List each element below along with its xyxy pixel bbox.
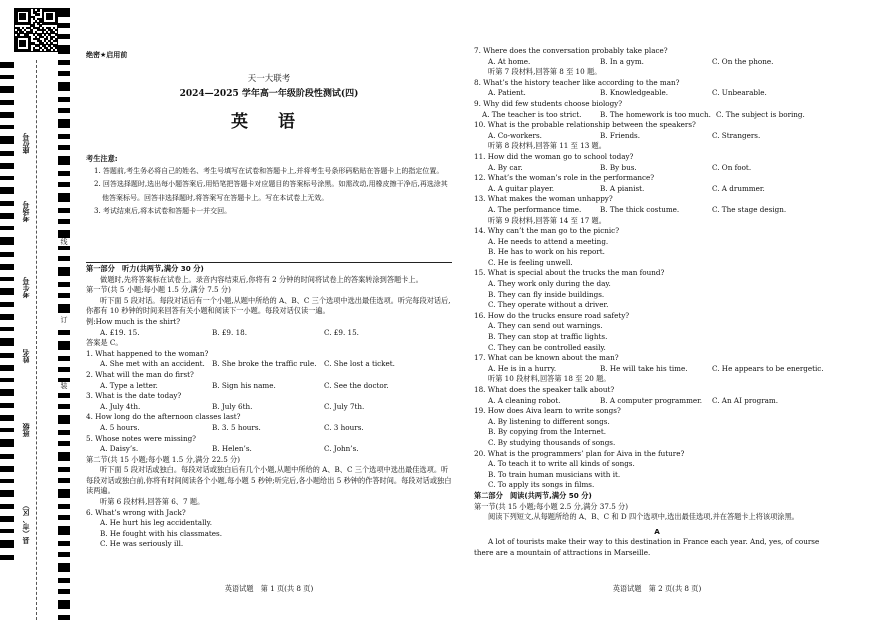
option-c: C. He appears to be energetic. xyxy=(712,363,824,373)
option-b: B. Friends. xyxy=(600,130,641,140)
timing-bar xyxy=(0,163,14,169)
timing-bar xyxy=(58,82,70,91)
question-1 xyxy=(86,349,452,370)
timing-bar xyxy=(58,600,70,609)
timing-bar xyxy=(0,540,14,548)
option-b: B. Sign his name. xyxy=(212,380,276,390)
timing-bar xyxy=(58,478,70,483)
option-b: B. By bus. xyxy=(600,162,637,172)
timing-bar xyxy=(0,75,14,79)
question-text: 15. What is special about the trucks the man found? xyxy=(474,268,665,278)
timing-bar xyxy=(0,187,14,194)
qr-module xyxy=(55,40,58,43)
timing-bar xyxy=(58,304,70,313)
option-c: C. On foot. xyxy=(712,162,752,172)
timing-bar xyxy=(58,541,70,546)
qr-module xyxy=(28,49,31,52)
timing-bar xyxy=(58,171,70,176)
question-text: 10. What is the probable relationship between the speakers? xyxy=(474,120,696,130)
question-options xyxy=(86,423,452,434)
question-14 xyxy=(474,226,840,268)
qr-module xyxy=(53,49,56,52)
option-b: B. Helen’s. xyxy=(212,444,252,454)
listening-section-continued xyxy=(474,46,840,559)
exam-org-title: 天一大联考 xyxy=(247,74,291,84)
option-a: A. A cleaning robot. xyxy=(488,395,561,405)
page-1 xyxy=(86,0,452,630)
timing-bar xyxy=(58,504,70,509)
qr-module xyxy=(48,49,51,52)
timing-bar xyxy=(58,134,70,139)
cut-mark-install: 装 xyxy=(58,382,70,390)
question-text: 8. What’s the history teacher like according to the man? xyxy=(474,77,680,87)
timing-bar xyxy=(0,403,14,408)
timing-bar xyxy=(58,156,70,165)
right-timing-bars xyxy=(58,0,70,630)
question-8 xyxy=(474,78,840,99)
sec1-heading: 第一节(共 5 小题;每小题 1.5 分,满分 7.5 分) xyxy=(86,285,231,295)
question-options xyxy=(474,184,840,195)
question-3 xyxy=(86,391,452,412)
question-5 xyxy=(86,434,452,455)
option-b: B. They can stop at traffic lights. xyxy=(488,332,608,342)
question-text: 1. What happened to the woman? xyxy=(86,348,209,358)
timing-bar xyxy=(58,526,70,535)
material-note: 听第 7 段材料,回答第 8 至 10 题。 xyxy=(488,67,602,77)
option-c: C. The subject is boring. xyxy=(716,109,805,119)
timing-bar xyxy=(0,327,14,331)
option-b: B. He will take his time. xyxy=(600,363,688,373)
cut-mark-line: 线 xyxy=(58,238,70,246)
timing-bar xyxy=(58,60,70,65)
timing-bar xyxy=(58,515,70,520)
sec2-intro: 听下面 5 段对话或独白。每段对话或独白后有几个小题,从题中所给的 A、B、C 三个选项中选出最佳选项。听每段对话或独白前,你将有时间阅读各个小题,每小题 5 秒钟;听完后,各小题给出 5 秒钟的作答时间。每段对话或独白读两遍。 xyxy=(86,465,452,496)
option-a: A. By car. xyxy=(488,162,523,172)
option-c: C. £9. 15. xyxy=(324,327,359,337)
question-text: 20. What is the programmers’ plan for Aiva in the future? xyxy=(474,448,685,458)
timing-bar xyxy=(58,330,70,335)
option-b: B. They can fly inside buildings. xyxy=(488,289,605,299)
question-text: 19. How does Aiva learn to write songs? xyxy=(474,406,621,416)
timing-bar xyxy=(58,293,70,298)
timing-bar xyxy=(0,365,14,371)
note-item: 1. 答题前,考生务必将自己的姓名、考生号填写在试卷和答题卡上,并将考生号条形码粘贴在答题卡上的指定位置。 xyxy=(94,166,444,175)
timing-bar xyxy=(58,356,70,361)
option-c: C. July 7th. xyxy=(324,401,365,411)
option-c: C. John’s. xyxy=(324,444,359,454)
option-c: C. An AI program. xyxy=(712,395,779,405)
timing-bar xyxy=(58,441,70,446)
option-b: B. A computer programmer. xyxy=(600,395,703,405)
timing-bar xyxy=(58,208,70,213)
timing-bar xyxy=(0,439,14,447)
question-text: 6. What’s wrong with Jack? xyxy=(86,507,186,517)
material-note: 听第 6 段材料,回答第 6、7 题。 xyxy=(100,497,205,507)
qr-module xyxy=(42,49,45,52)
question-options xyxy=(474,396,840,407)
timing-bar xyxy=(0,302,14,307)
question-9 xyxy=(474,99,840,120)
option-a: A. To teach it to write all kinds of songs. xyxy=(488,459,635,469)
material-note: 听第 10 段材料,回答第 18 至 20 题。 xyxy=(488,374,611,384)
subject-title: 英 语 xyxy=(231,112,307,132)
sec1-intro: 听下面 5 段对话。每段对话后有一个小题,从题中所给的 A、B、C 三个选项中选出最佳选项。听完每段对话后,你都有 10 秒钟的时间来回答有关小题和阅读下一小题。每段对话仅读一遍。 xyxy=(86,295,451,316)
option-a: A. Daisy’s. xyxy=(100,444,139,454)
option-c: C. On the phone. xyxy=(712,56,774,66)
option-c: C. To apply its songs in films. xyxy=(488,480,595,490)
option-c: C. The stage design. xyxy=(712,204,787,214)
timing-bar xyxy=(0,100,14,105)
option-b: B. He has to work on his report. xyxy=(488,247,605,257)
county-label: 县（市、区） xyxy=(22,502,30,544)
question-options xyxy=(474,131,840,142)
timing-bar xyxy=(0,226,14,230)
option-a: A. They can send out warnings. xyxy=(488,321,603,331)
qr-module xyxy=(37,49,40,52)
cut-mark-bind: 订 xyxy=(58,316,70,324)
option-b: B. Knowledgeable. xyxy=(600,88,669,98)
option-a: A. He needs to attend a meeting. xyxy=(488,236,609,246)
exam-room-label: 考场号 xyxy=(22,201,30,223)
qr-module xyxy=(24,44,27,47)
timing-bar xyxy=(58,97,70,102)
timing-bar xyxy=(58,71,70,76)
question-options xyxy=(86,402,452,413)
part2-sec1-heading: 第一节(共 15 小题;每小题 2.5 分,满分 37.5 分) xyxy=(474,501,629,511)
timing-bar xyxy=(0,151,14,156)
timing-bar xyxy=(0,213,14,219)
timing-bar xyxy=(58,452,70,461)
timing-bar xyxy=(58,489,70,498)
question-text: 17. What can be known about the man? xyxy=(474,353,619,363)
question-text: 9. Why did few students choose biology? xyxy=(474,98,623,108)
question-6 xyxy=(86,508,452,550)
qr-code xyxy=(14,8,58,52)
timing-bar xyxy=(58,182,70,187)
timing-bar xyxy=(0,454,14,459)
option-a: A. They work only during the day. xyxy=(488,279,611,289)
page-2 xyxy=(474,0,840,630)
candidate-number-label: 考生号 xyxy=(22,277,30,299)
option-a: A. A guitar player. xyxy=(488,183,555,193)
timing-bar xyxy=(0,555,14,560)
option-a: A. The teacher is too strict. xyxy=(482,109,582,119)
note-item: 3. 考试结束后,将本试卷和答题卡一并交回。 xyxy=(94,207,232,216)
question-16 xyxy=(474,311,840,353)
question-4 xyxy=(86,412,452,433)
part1-heading: 第一部分 听力(共两节,满分 30 分) xyxy=(86,264,204,273)
page-footer: 英语试题 第 1 页(共 8 页) xyxy=(224,584,314,593)
option-b: B. The thick costume. xyxy=(600,204,680,214)
timing-bar xyxy=(0,529,14,533)
option-b: B. In a gym. xyxy=(600,56,644,66)
timing-bar xyxy=(0,86,14,93)
timing-bar xyxy=(58,393,70,398)
question-2 xyxy=(86,370,452,391)
option-a: A. Co-workers. xyxy=(488,130,542,140)
timing-bar xyxy=(58,193,70,202)
timing-bar xyxy=(0,237,14,245)
option-a: A. The performance time. xyxy=(488,204,582,214)
timing-bar xyxy=(0,288,14,295)
question-7 xyxy=(474,46,840,67)
option-b: B. By copying from the Internet. xyxy=(488,427,606,437)
option-a: A. Patient. xyxy=(488,88,526,98)
option-a: A. £19. 15. xyxy=(100,327,140,337)
timing-bar xyxy=(58,119,70,128)
note-item: 2. 回答选择题时,选出每小题答案后,用铅笔把答题卡对应题目的答案标号涂黑。如需改动,用橡皮擦干净后,再选涂其他答案标号。回答非选择题时,将答案写在答题卡上。写在本试卷上无效。 xyxy=(94,180,448,202)
timing-bar xyxy=(58,108,70,113)
option-a: A. He is in a hurry. xyxy=(488,363,557,373)
option-b: B. 3. 5 hours. xyxy=(212,422,261,432)
binding-strip xyxy=(0,0,72,630)
timing-bar xyxy=(58,415,70,424)
question-options xyxy=(86,359,452,370)
question-text: 4. How long do the afternoon classes last? xyxy=(86,412,241,422)
question-10 xyxy=(474,120,840,141)
question-13 xyxy=(474,194,840,215)
timing-bar xyxy=(0,353,14,358)
timing-bar xyxy=(58,34,70,39)
timing-bar xyxy=(58,282,70,287)
question-18 xyxy=(474,385,840,406)
passage-label: A xyxy=(654,526,660,536)
question-text: 7. Where does the conversation probably take place? xyxy=(474,46,668,55)
part2-intro: 阅读下列短文,从每题所给的 A、B、C 和 D 四个选项中,选出最佳选项,并在答题卡上将该项涂黑。 xyxy=(488,512,799,522)
exam-title: 2024—2025 学年高一年级阶段性测试(四) xyxy=(179,89,359,99)
option-a: A. At home. xyxy=(488,56,531,66)
option-c: C. They operate without a driver. xyxy=(488,300,609,310)
timing-bar xyxy=(0,125,14,129)
page-footer: 英语试题 第 2 页(共 8 页) xyxy=(612,584,702,593)
option-c: C. Strangers. xyxy=(712,130,761,140)
timing-bar xyxy=(0,415,14,421)
timing-bar xyxy=(0,389,14,396)
name-label: 姓名 xyxy=(22,349,30,363)
timing-bar xyxy=(58,145,70,150)
qr-module xyxy=(50,18,53,21)
timing-bar xyxy=(0,62,14,68)
option-c: C. 3 hours. xyxy=(324,422,364,432)
timing-bar xyxy=(58,23,70,28)
qr-module xyxy=(37,9,40,12)
timing-bar xyxy=(0,201,14,206)
part1-intro: 做题时,先将答案标在试卷上。录音内容结束后,你将有 2 分钟的时间将试卷上的答案转涂到答题卡上。 xyxy=(100,274,423,284)
timing-bar xyxy=(0,136,14,144)
question-text: 18. What does the speaker talk about? xyxy=(474,385,615,394)
timing-bar xyxy=(58,578,70,583)
example-answer: 答案是 C。 xyxy=(86,338,123,348)
timing-bar xyxy=(58,467,70,472)
timing-bar xyxy=(0,479,14,483)
question-19 xyxy=(474,406,840,448)
divider xyxy=(86,262,452,263)
listening-section xyxy=(86,264,452,550)
option-b: B. She broke the traffic rule. xyxy=(212,359,317,369)
option-a: A. She met with an accident. xyxy=(100,359,205,369)
option-c: C. Unbearable. xyxy=(712,88,767,98)
timing-bar xyxy=(0,466,14,472)
question-11 xyxy=(474,152,840,173)
example-question: 例:How much is the shirt? xyxy=(86,316,181,326)
qr-module xyxy=(55,33,58,36)
material-note: 听第 9 段材料,回答第 14 至 17 题。 xyxy=(488,215,606,225)
question-12 xyxy=(474,173,840,194)
timing-bar xyxy=(0,490,14,497)
timing-bar xyxy=(58,45,70,54)
question-text: 3. What is the date today? xyxy=(86,391,182,401)
option-c: C. They can be controlled easily. xyxy=(488,342,606,352)
timing-bar xyxy=(58,219,70,224)
qr-module xyxy=(55,29,58,32)
option-b: B. The homework is too much. xyxy=(600,109,711,119)
option-c: C. A drummer. xyxy=(712,183,765,193)
qr-module xyxy=(55,47,58,50)
qr-module xyxy=(55,22,58,25)
option-c: C. He was seriously ill. xyxy=(100,539,184,549)
question-text: 11. How did the woman go to school today? xyxy=(474,151,634,161)
question-options xyxy=(474,364,840,375)
question-options xyxy=(474,88,840,99)
question-15 xyxy=(474,268,840,310)
question-options xyxy=(86,381,452,392)
passage-text: A lot of tourists make their way to this destination in France each year. And, yes, of course there are a mountain of attractions in Marseille. xyxy=(474,537,820,557)
option-a: A. Type a letter. xyxy=(100,380,158,390)
option-a: A. July 4th. xyxy=(100,401,141,411)
timing-bar xyxy=(0,338,14,346)
option-b: B. To train human musicians with it. xyxy=(488,469,621,479)
option-a: A. By listening to different songs. xyxy=(488,416,610,426)
question-20 xyxy=(474,449,840,491)
qr-module xyxy=(37,13,40,16)
notes-heading: 考生注意: xyxy=(86,154,118,163)
example-options xyxy=(86,328,452,339)
question-text: 16. How do the trucks ensure road safety? xyxy=(474,310,630,320)
option-c: C. She lost a ticket. xyxy=(324,359,395,369)
option-a: A. 5 hours. xyxy=(100,422,140,432)
timing-bar xyxy=(58,589,70,594)
timing-bar xyxy=(58,563,70,572)
class-label: 班级 xyxy=(22,423,30,437)
question-text: 13. What makes the woman unhappy? xyxy=(474,194,613,204)
confidential-label: 绝密★启用前 xyxy=(86,51,128,59)
question-text: 12. What’s the woman’s role in the performance? xyxy=(474,173,655,183)
timing-bar xyxy=(58,256,70,261)
part2-heading: 第二部分 阅读(共两节,满分 50 分) xyxy=(474,490,592,500)
sec2-heading: 第二节(共 15 小题;每小题 1.5 分,满分 22.5 分) xyxy=(86,454,241,464)
timing-bar xyxy=(58,615,70,620)
option-b: B. £9. 18. xyxy=(212,327,247,337)
timing-bar xyxy=(58,267,70,276)
timing-bar xyxy=(0,504,14,509)
question-options xyxy=(474,163,840,174)
question-options xyxy=(474,205,840,216)
timing-bar xyxy=(0,112,14,118)
question-17 xyxy=(474,353,840,374)
timing-bar xyxy=(58,367,70,372)
question-text: 5. Whose notes were missing? xyxy=(86,433,197,443)
material-note: 听第 8 段材料,回答第 11 至 13 题。 xyxy=(488,141,606,151)
timing-bar xyxy=(58,552,70,557)
left-timing-bars xyxy=(0,0,14,630)
qr-module xyxy=(24,18,27,21)
timing-bar xyxy=(58,341,70,350)
option-b: B. A pianist. xyxy=(600,183,645,193)
timing-bar xyxy=(0,378,14,382)
question-options xyxy=(86,444,452,455)
timing-bar xyxy=(0,264,14,270)
candidate-notes xyxy=(86,154,452,219)
seat-number-label: 座位号 xyxy=(22,133,30,155)
question-text: 14. Why can’t the man go to the picnic? xyxy=(474,226,620,236)
timing-bar xyxy=(0,252,14,257)
option-c: C. By studying thousands of songs. xyxy=(488,437,616,447)
option-b: B. July 6th. xyxy=(212,401,253,411)
timing-bar xyxy=(58,404,70,409)
question-options xyxy=(474,110,840,121)
timing-bar xyxy=(58,8,70,17)
option-b: B. He fought with his classmates. xyxy=(100,528,223,538)
timing-bar xyxy=(0,428,14,432)
timing-bar xyxy=(0,176,14,180)
option-c: C. See the doctor. xyxy=(324,380,389,390)
question-options xyxy=(474,57,840,68)
option-a: A. He hurt his leg accidentally. xyxy=(100,518,213,528)
option-c: C. He is feeling unwell. xyxy=(488,257,573,267)
timing-bar xyxy=(58,430,70,435)
timing-bar xyxy=(0,516,14,522)
question-text: 2. What will the man do first? xyxy=(86,369,194,379)
timing-bar xyxy=(0,314,14,320)
timing-bar xyxy=(0,277,14,281)
